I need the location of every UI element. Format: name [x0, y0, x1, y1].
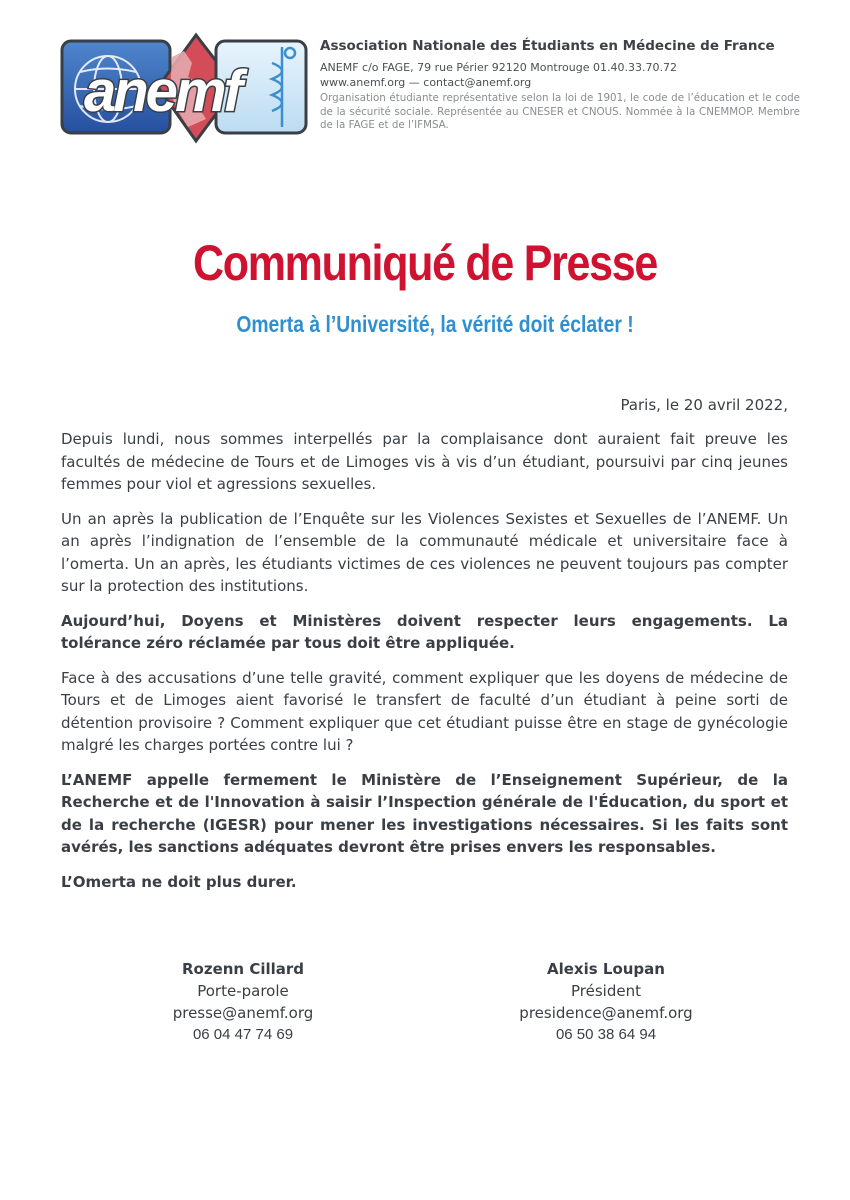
org-description: Organisation étudiante représentative selon la loi de 1901, le code de l’éducation et le code de la sécurité sociale. Représentée au CNESER et CNOUS. Nommée à la CNEMMOP. Membre de la FAGE et de l’IFMSA. — [320, 92, 800, 131]
press-body — [61, 428, 788, 905]
org-address: ANEMF c/o FAGE, 79 rue Périer 92120 Montrouge 01.40.33.70.72 — [320, 61, 677, 74]
signatory-spokesperson — [113, 958, 373, 1046]
org-web-contact[interactable]: www.anemf.org — contact@anemf.org — [320, 76, 532, 89]
paragraph-conclusion: L’Omerta ne doit plus durer. — [61, 872, 297, 891]
signatory-president — [476, 958, 736, 1046]
press-date: Paris, le 20 avril 2022, — [620, 396, 788, 414]
signatory-email[interactable]: presidence@anemf.org — [519, 1004, 693, 1022]
signatory-name: Alexis Loupan — [547, 960, 665, 978]
paragraph-emphasis: L’ANEMF appelle fermement le Ministère de l’Enseignement Supérieur, de la Recherche et de l'Innovation à saisir l’Inspection générale de l'Éducation, du sport et de la recherche (IGESR) pour mener les investigations nécessaires. Si les faits sont avérés, les sanctions adéquates devront être prises envers les responsables. — [61, 770, 788, 856]
page-title: Communiqué de Presse — [192, 235, 658, 291]
paragraph: Depuis lundi, nous sommes interpellés par la complaisance dont auraient fait preuve les facultés de médecine de Tours et de Limoges vis à vis d’un étudiant, poursuivi par cinq jeunes femmes pour viol et agressions sexuelles. — [61, 430, 788, 493]
paragraph: Face à des accusations d’une telle gravité, comment expliquer que les doyens de médecine de Tours et de Limoges aient favorisé le transfert de faculté d’un étudiant à peine sorti de détention provisoire ? Comment expliquer que cet étudiant puisse être en stage de gynécologie malgré les charges portées contre lui ? — [61, 668, 788, 754]
signatory-role: Président — [571, 982, 641, 1000]
paragraph: Un an après la publication de l’Enquête sur les Violences Sexistes et Sexuelles de l’ANEMF. Un an après l’indignation de l’ensemble de la communauté médicale et universitaire face à l’omerta. Un an après, les étudiants victimes de ces violences ne peuvent toujours pas compter sur la protection des institutions. — [61, 509, 788, 595]
organization-header — [320, 38, 800, 133]
paragraph-emphasis: Aujourd’hui, Doyens et Ministères doivent respecter leurs engagements. La tolérance zéro réclamée par tous doit être appliquée. — [61, 611, 788, 652]
signatory-role: Porte-parole — [197, 982, 289, 1000]
page-subtitle: Omerta à l’Université, la vérité doit éclater ! — [236, 311, 634, 337]
signatory-phone: 06 04 47 74 69 — [192, 1026, 294, 1043]
org-name: Association Nationale des Étudiants en Médecine de France — [320, 38, 775, 54]
signatory-email[interactable]: presse@anemf.org — [172, 1004, 314, 1022]
svg-text:anemf: anemf — [84, 59, 240, 124]
signatory-name: Rozenn Cillard — [181, 960, 305, 978]
anemf-logo — [60, 27, 310, 149]
signatory-phone: 06 50 38 64 94 — [555, 1026, 657, 1043]
